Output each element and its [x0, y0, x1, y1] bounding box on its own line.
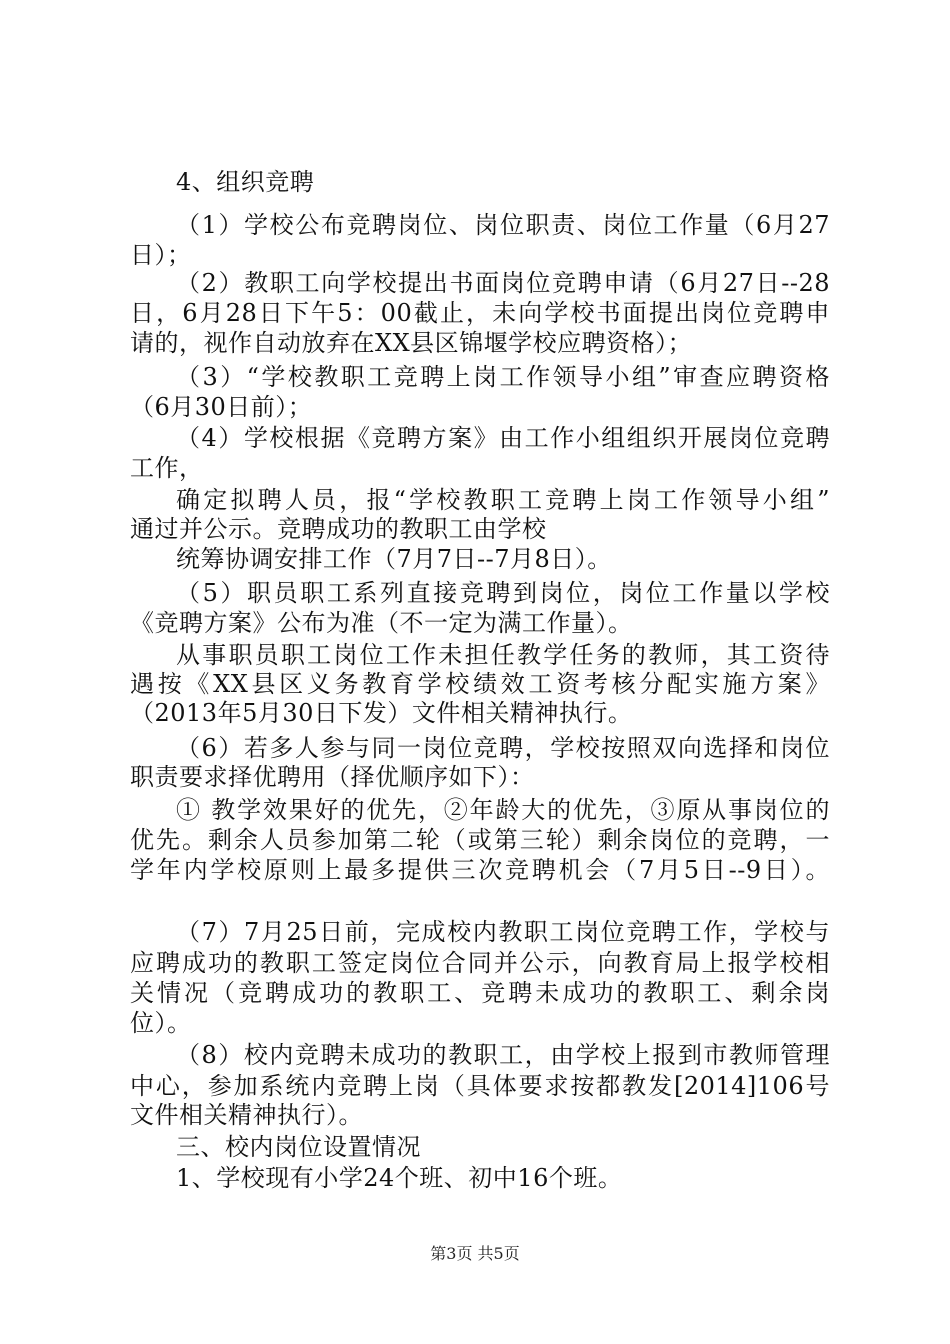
- text-line: 关情况（竞聘成功的教职工、竞聘未成功的教职工、剩余岗: [130, 979, 830, 1007]
- text-line: （8）校内竞聘未成功的教职工，由学校上报到市教师管理: [176, 1041, 830, 1069]
- text-line: 优先。剩余人员参加第二轮（或第三轮）剩余岗位的竞聘，一: [130, 826, 830, 854]
- text-line: （6月30日前）；: [130, 393, 313, 421]
- text-line: 学年内学校原则上最多提供三次竞聘机会（7月5日--9日）。: [130, 856, 830, 884]
- text-line: 日，6月28日下午5：00截止，未向学校书面提出岗位竞聘申: [130, 299, 830, 327]
- text-line: 职责要求择优聘用（择优顺序如下）：: [130, 763, 535, 791]
- text-line: 从事职员职工岗位工作未担任教学任务的教师，其工资待: [176, 641, 830, 669]
- text-line: （7）7月25日前，完成校内教职工岗位竞聘工作，学校与: [176, 918, 830, 946]
- text-line: （3）“学校教职工竞聘上岗工作领导小组”审查应聘资格: [176, 363, 830, 391]
- text-line: 遇按《XX县区义务教育学校绩效工资考核分配实施方案》: [130, 670, 830, 698]
- text-line: 确定拟聘人员，报“学校教职工竞聘上岗工作领导小组”: [176, 486, 830, 514]
- text-line: 通过并公示。竞聘成功的教职工由学校: [130, 515, 547, 543]
- text-line: （6）若多人参与同一岗位竞聘，学校按照双向选择和岗位: [176, 734, 830, 762]
- text-line: （4）学校根据《竞聘方案》由工作小组组织开展岗位竞聘: [176, 424, 830, 452]
- text-line: 统筹协调安排工作（7月7日--7月8日）。: [176, 545, 612, 573]
- text-line: ① 教学效果好的优先，②年龄大的优先，③原从事岗位的: [176, 796, 830, 824]
- page-footer: 第3页 共5页: [430, 1244, 520, 1263]
- text-line: 1、学校现有小学24个班、初中16个班。: [176, 1164, 623, 1192]
- text-line: （5）职员职工系列直接竞聘到岗位，岗位工作量以学校: [176, 579, 830, 607]
- text-line: 请的，视作自动放弃在XX县区锦堰学校应聘资格）；: [130, 329, 693, 357]
- section-heading: 三、校内岗位设置情况: [176, 1133, 421, 1161]
- text-line: （2）教职工向学校提出书面岗位竞聘申请（6月27日--28: [176, 269, 830, 297]
- text-line: 工作，: [130, 454, 204, 482]
- text-line: 4、组织竞聘: [176, 168, 315, 196]
- text-line: 应聘成功的教职工签定岗位合同并公示，向教育局上报学校相: [130, 949, 830, 977]
- text-line: 位）。: [130, 1009, 192, 1037]
- text-line: 文件相关精神执行）。: [130, 1101, 363, 1129]
- text-line: 日）；: [130, 241, 192, 269]
- text-line: （2013年5月30日下发）文件相关精神执行。: [130, 699, 633, 727]
- text-line: （1）学校公布竞聘岗位、岗位职责、岗位工作量（6月27: [176, 211, 830, 239]
- text-line: 中心，参加系统内竞聘上岗（具体要求按都教发[2014]106号: [130, 1072, 830, 1100]
- text-line: 《竞聘方案》公布为准（不一定为满工作量）。: [130, 609, 633, 637]
